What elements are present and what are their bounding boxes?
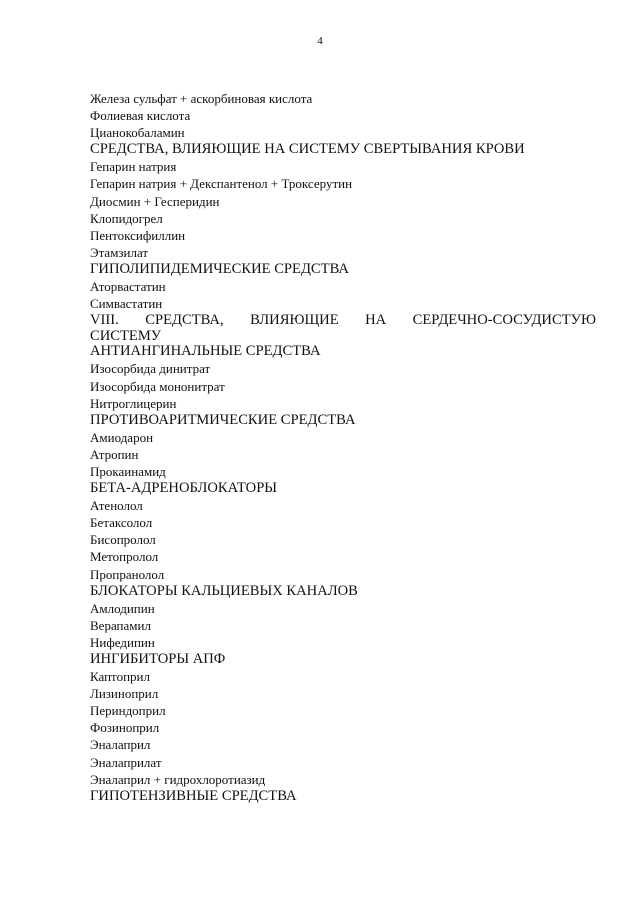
section-word: ВЛИЯЮЩИЕ — [250, 312, 339, 329]
section-heading: ИНГИБИТОРЫ АПФ — [90, 651, 226, 667]
drug-list-item: Аторвастатин — [90, 279, 166, 295]
drug-list-item: Этамзилат — [90, 244, 149, 260]
drug-list-item: Бисопролол — [90, 532, 156, 548]
section-word: НА — [365, 312, 387, 329]
drug-list-item: Каптоприл — [90, 669, 150, 685]
section-heading: БЛОКАТОРЫ КАЛЬЦИЕВЫХ КАНАЛОВ — [90, 582, 358, 599]
list-block-before — [90, 90, 596, 312]
drug-list-item: Эналаприл + гидрохлоротиазид — [90, 771, 266, 787]
section-word: СЕРДЕЧНО-СОСУДИСТУЮ — [412, 312, 596, 329]
section-heading-viii — [90, 312, 596, 329]
section-heading: ГИПОТЕНЗИВНЫЕ СРЕДСТВА — [90, 787, 297, 804]
section-heading: АНТИАНГИНАЛЬНЫЕ СРЕДСТВА — [90, 343, 321, 360]
drug-list-item: Диосмин + Гесперидин — [90, 193, 220, 209]
section-heading: ГИПОЛИПИДЕМИЧЕСКИЕ СРЕДСТВА — [90, 260, 349, 277]
drug-list-item: Клопидогрел — [90, 210, 163, 226]
drug-list-item: Бетаксолол — [90, 515, 153, 531]
section-heading: БЕТА-АДРЕНОБЛОКАТОРЫ — [90, 480, 278, 497]
drug-list-item: Пентоксифиллин — [90, 227, 186, 243]
drug-list-item: Фолиевая кислота — [90, 108, 191, 124]
document-body — [90, 90, 596, 805]
drug-list-item: Гепарин натрия + Декспантенол + Троксерутин — [90, 176, 353, 192]
drug-list-item: Изосорбида мононитрат — [90, 378, 225, 394]
drug-list-item: Эналаприлат — [90, 754, 162, 770]
list-block-after — [90, 343, 596, 805]
drug-list-item: Лизиноприл — [90, 686, 159, 702]
drug-list-item: Гепарин натрия — [90, 159, 177, 175]
page-number: 4 — [317, 35, 323, 47]
drug-list-item: Амиодарон — [90, 429, 154, 445]
drug-list-item: Изосорбида динитрат — [90, 361, 211, 377]
drug-list-item: Атенолол — [90, 498, 143, 514]
drug-list-item: Верапамил — [90, 617, 151, 633]
section-heading: ПРОТИВОАРИТМИЧЕСКИЕ СРЕДСТВА — [90, 411, 356, 428]
drug-list-item: Метопролол — [90, 549, 159, 565]
section-word: СРЕДСТВА, — [145, 312, 224, 329]
drug-list-item: Прокаинамид — [90, 463, 166, 479]
drug-list-item: Эналаприл — [90, 737, 151, 753]
section-word: VIII. — [90, 312, 119, 329]
drug-list-item: Периндоприл — [90, 703, 166, 719]
drug-list-item: Железа сульфат + аскорбиновая кислота — [90, 91, 313, 106]
drug-list-item: Фозиноприл — [90, 720, 160, 736]
section-heading: СРЕДСТВА, ВЛИЯЮЩИЕ НА СИСТЕМУ СВЕРТЫВАНИЯ КРОВИ — [90, 141, 525, 158]
drug-list-item: Нифедипин — [90, 634, 155, 650]
drug-list-item: Нитроглицерин — [90, 395, 177, 411]
drug-list-item: Пропранолол — [90, 566, 165, 582]
drug-list-item: Амлодипин — [90, 600, 155, 616]
section-heading-continuation: СИСТЕМУ — [90, 328, 162, 345]
drug-list-item: Цианокобаламин — [90, 125, 185, 141]
drug-list-item: Симвастатин — [90, 296, 163, 312]
drug-list-item: Атропин — [90, 446, 139, 462]
